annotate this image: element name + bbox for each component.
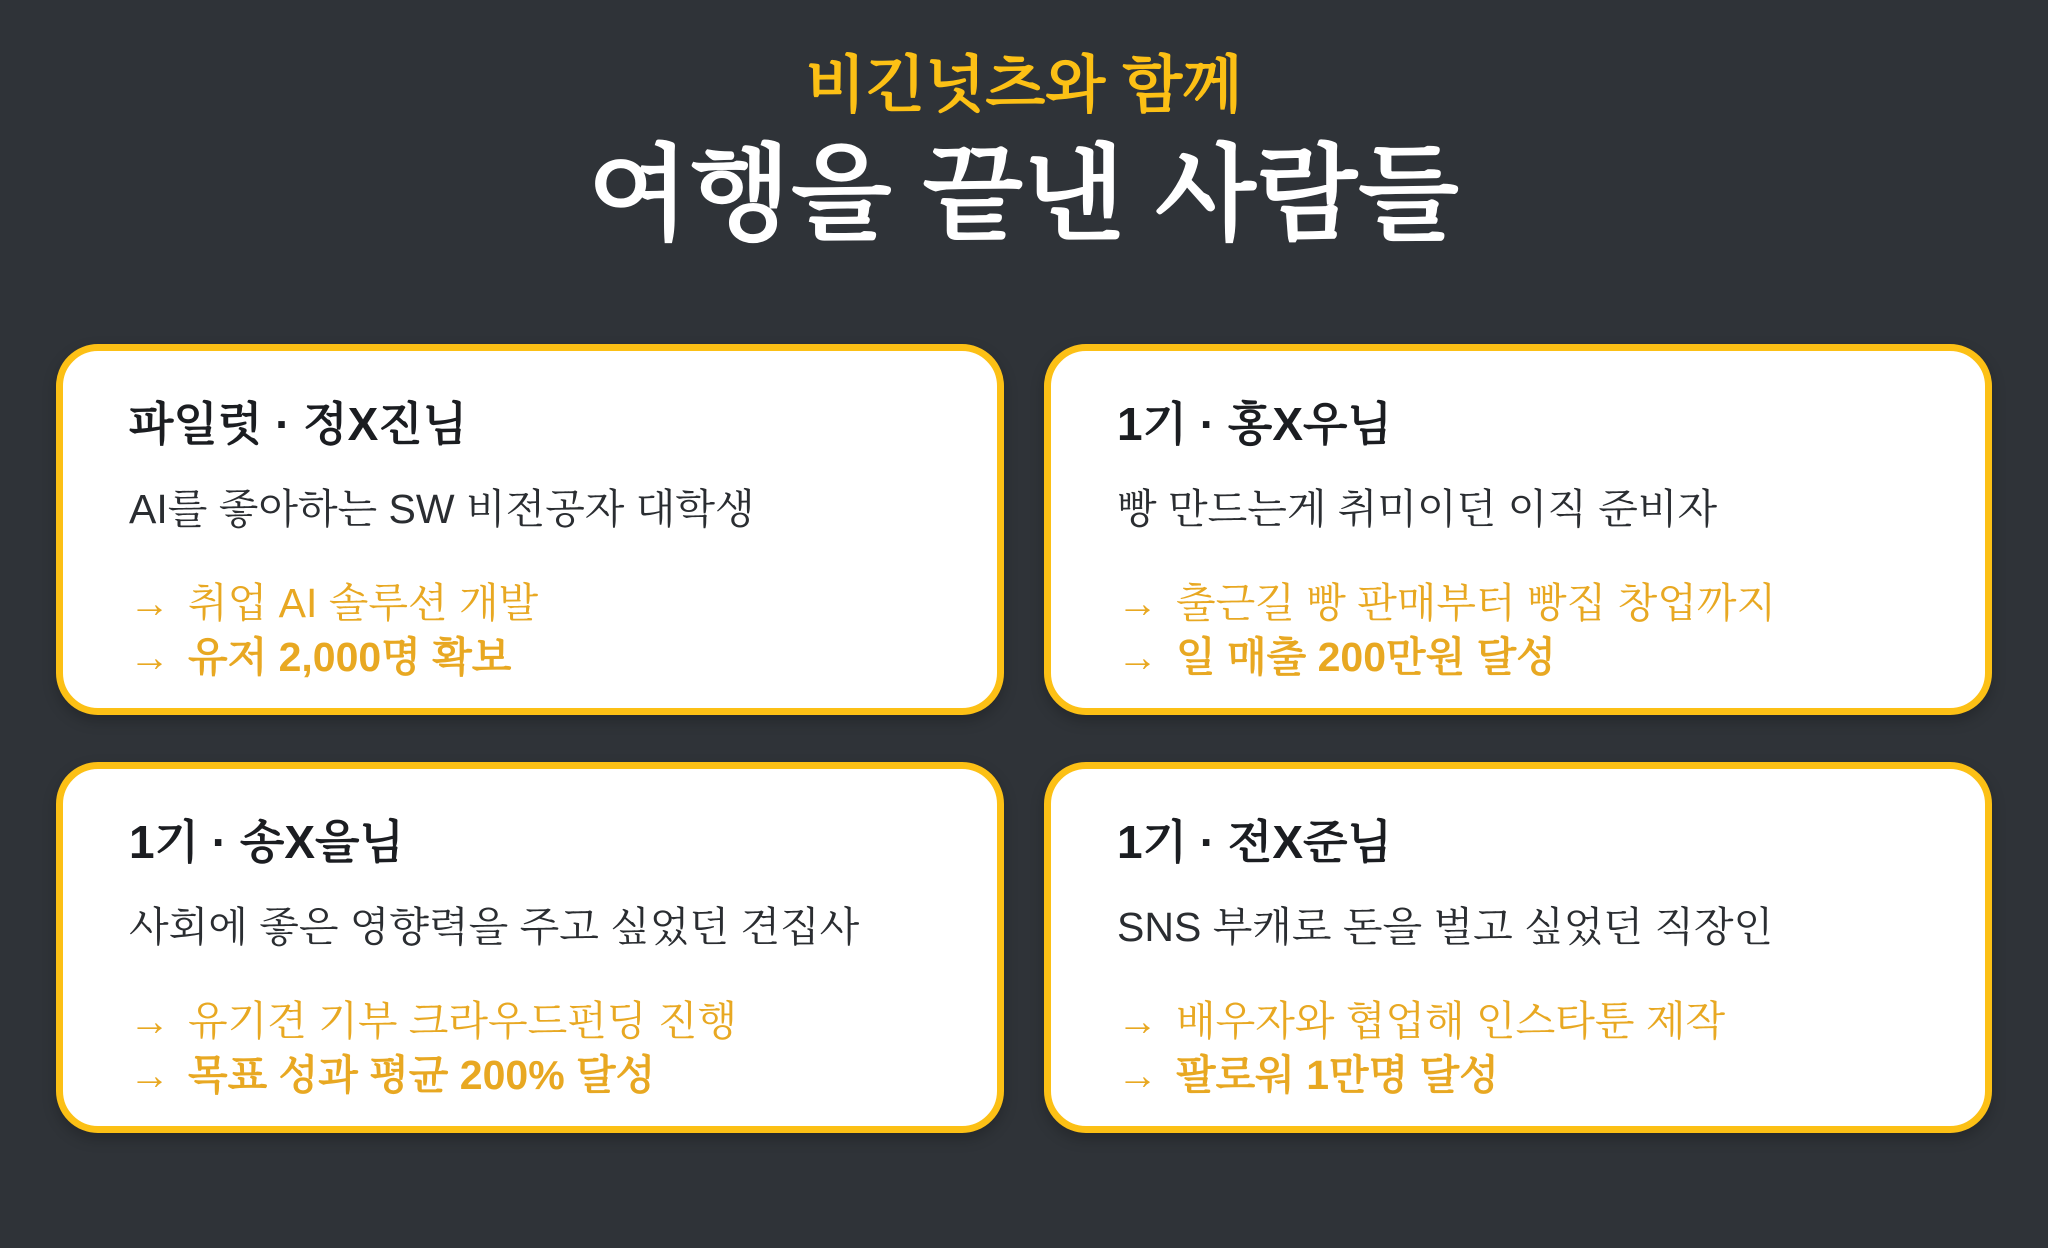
achievement-item — [1117, 631, 1925, 684]
achievement-text: 유저 2,000명 확보 — [188, 633, 512, 680]
achievement-item — [129, 995, 937, 1048]
achievement-item — [129, 631, 937, 684]
slide-eyebrow: 비긴넛츠와 함께 — [805, 51, 1243, 120]
arrow-right-icon: → — [1117, 1051, 1158, 1098]
achievement-text: 출근길 빵 판매부터 빵집 창업까지 — [1176, 580, 1777, 627]
achievement-list — [129, 577, 937, 684]
card-person-name: 1기 · 송X을님 — [129, 815, 404, 868]
arrow-right-icon: → — [129, 1051, 170, 1098]
arrow-right-icon: → — [129, 580, 170, 627]
testimonial-card — [1044, 762, 1992, 1133]
achievement-item — [129, 1049, 937, 1102]
achievement-text: 배우자와 협업해 인스타툰 제작 — [1176, 998, 1726, 1045]
achievement-text: 목표 성과 평균 200% 달성 — [188, 1051, 656, 1098]
card-person-description: SNS 부캐로 돈을 벌고 싶었던 직장인 — [1117, 903, 1774, 950]
testimonial-card — [1044, 344, 1992, 715]
achievement-text: 유기견 기부 크라우드펀딩 진행 — [188, 998, 738, 1045]
card-person-description: 사회에 좋은 영향력을 주고 싶었던 견집사 — [129, 903, 860, 950]
arrow-right-icon: → — [129, 633, 170, 680]
achievement-item — [1117, 577, 1925, 630]
testimonial-card — [56, 344, 1004, 715]
arrow-right-icon: → — [1117, 580, 1158, 627]
card-person-name: 1기 · 홍X우님 — [1117, 397, 1392, 450]
achievement-list — [129, 995, 937, 1102]
achievement-item — [1117, 995, 1925, 1048]
arrow-right-icon: → — [129, 998, 170, 1045]
page-title: 여행을 끝낸 사람들 — [588, 137, 1460, 254]
achievement-text: 팔로워 1만명 달성 — [1176, 1051, 1499, 1098]
arrow-right-icon: → — [1117, 998, 1158, 1045]
card-person-description: 빵 만드는게 취미이던 이직 준비자 — [1117, 485, 1718, 532]
arrow-right-icon: → — [1117, 633, 1158, 680]
card-person-description: AI를 좋아하는 SW 비전공자 대학생 — [129, 485, 755, 532]
achievement-list — [1117, 577, 1925, 684]
cards-grid — [56, 344, 1992, 1133]
achievement-item — [129, 577, 937, 630]
achievement-item — [1117, 1049, 1925, 1102]
achievement-text: 일 매출 200만원 달성 — [1176, 633, 1556, 680]
card-person-name: 1기 · 전X준님 — [1117, 815, 1392, 868]
achievement-text: 취업 AI 솔루션 개발 — [188, 580, 539, 627]
card-person-name: 파일럿 · 정X진님 — [129, 397, 468, 450]
testimonial-card — [56, 762, 1004, 1133]
achievement-list — [1117, 995, 1925, 1102]
